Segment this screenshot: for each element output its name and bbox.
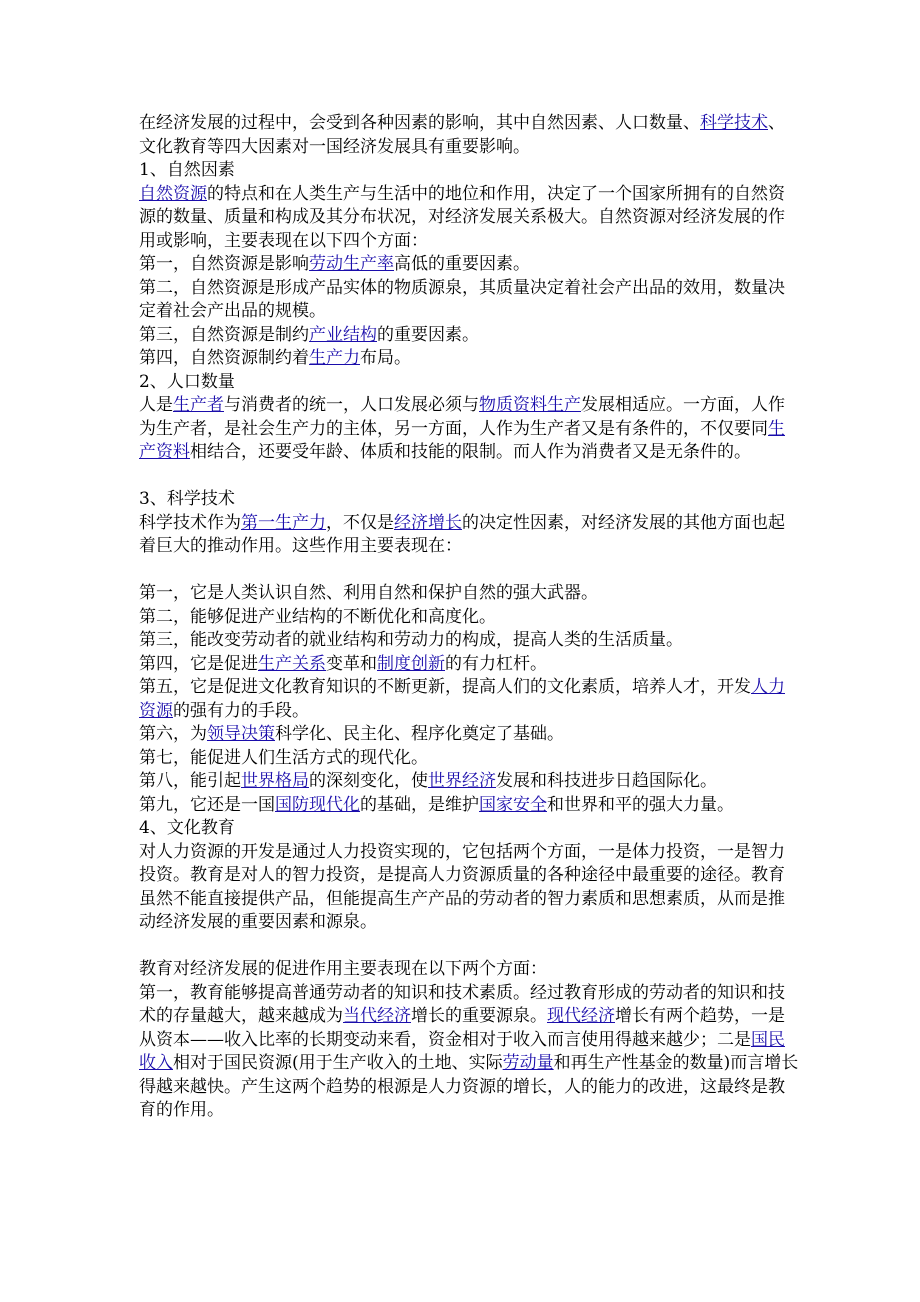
paragraph-text: 科学技术作为	[139, 512, 241, 533]
paragraph	[139, 606, 799, 630]
paragraph	[139, 723, 799, 747]
term-link[interactable]: 第一生产力	[241, 512, 326, 533]
paragraph	[139, 112, 799, 159]
paragraph-text: 3、科学技术	[139, 489, 235, 509]
article-body	[139, 112, 799, 1123]
paragraph-text: 的重要因素。	[377, 324, 479, 345]
paragraph-text: 第四，它是促进	[139, 653, 258, 674]
blank-line	[139, 465, 799, 489]
paragraph-text: 第四，自然资源制约着	[139, 348, 309, 368]
paragraph	[139, 253, 799, 277]
paragraph-text: 的深刻变化，使	[309, 771, 428, 791]
paragraph-text: 第七，能促进人们生活方式的现代化。	[139, 747, 428, 768]
paragraph	[139, 629, 799, 653]
term-link[interactable]: 劳动量	[502, 1053, 554, 1073]
paragraph-text: 第三，自然资源是制约	[139, 324, 309, 345]
paragraph	[139, 817, 799, 841]
paragraph	[139, 488, 799, 512]
term-link[interactable]: 经济增长	[394, 512, 462, 533]
paragraph-text: 的特点和在人类生产与生活中的地位和作用，决定了一个国家所拥有的自然资源的数量、质量和构成及其分布状况，对经济发展关系极大。自然资源对经济发展的作用或影响，主要表现在以下四个方面：	[139, 183, 785, 251]
paragraph-text: 人是	[139, 395, 173, 415]
term-link[interactable]: 物质资料生产	[479, 395, 581, 415]
paragraph-text: 、文化教育等四大因素对一国经济发展具有重要影响。	[139, 113, 785, 157]
paragraph	[139, 676, 799, 723]
paragraph-text: 增长的重要源泉。	[411, 1006, 547, 1026]
blank-line	[139, 935, 799, 959]
paragraph-text: 发展相适应。一方面，人作为生产者，是社会生产力的主体，另一方面，人作为生产者又是有条件的，不仅要同	[139, 395, 785, 439]
paragraph	[139, 183, 799, 254]
term-link[interactable]: 产业结构	[309, 324, 377, 345]
paragraph-text: ，不仅是	[326, 512, 394, 533]
paragraph-text: 1、自然因素	[139, 160, 235, 180]
paragraph-text: 第一，教育能够提高普通劳动者的知识和技术素质。经过教育形成的劳动者的知识和技术的存量越大，越来越成为	[139, 982, 785, 1026]
paragraph	[139, 512, 799, 559]
term-link[interactable]: 生产者	[173, 395, 224, 415]
paragraph-text: 相结合，还要受年龄、体质和技能的限制。而人作为消费者又是无条件的。	[190, 442, 751, 462]
paragraph-text: 第一，它是人类认识自然、利用自然和保护自然的强大武器。	[139, 583, 598, 603]
term-link[interactable]: 领导决策	[207, 724, 275, 744]
term-link[interactable]: 自然资源	[139, 183, 207, 204]
paragraph-text: 4、文化教育	[139, 818, 235, 838]
paragraph	[139, 582, 799, 606]
paragraph-text: 高低的重要因素。	[394, 254, 530, 274]
paragraph-text: 科学化、民主化、程序化奠定了基础。	[275, 724, 564, 744]
paragraph	[139, 653, 799, 677]
paragraph-text: 布局。	[360, 348, 411, 368]
paragraph-text: 和世界和平的强大力量。	[547, 794, 734, 815]
paragraph	[139, 324, 799, 348]
paragraph	[139, 841, 799, 935]
paragraph	[139, 159, 799, 183]
paragraph-text: 相对于国民资源(用于生产收入的土地、实际	[173, 1053, 503, 1073]
term-link[interactable]: 现代经济	[547, 1006, 615, 1026]
paragraph-text: 的强有力的手段。	[173, 700, 309, 721]
term-link[interactable]: 人力资源	[139, 677, 785, 721]
paragraph-text: 在经济发展的过程中，会受到各种因素的影响，其中自然因素、人口数量、	[139, 113, 700, 133]
paragraph-text: 第九，它还是一国	[139, 794, 275, 815]
paragraph-text: 的有力杠杆。	[445, 653, 547, 674]
term-link[interactable]: 科学技术	[700, 113, 768, 133]
term-link[interactable]: 生产力	[309, 348, 360, 368]
paragraph-text: 第六，为	[139, 724, 207, 744]
paragraph	[139, 347, 799, 371]
paragraph-text: 第二，能够促进产业结构的不断优化和高度化。	[139, 606, 496, 627]
paragraph-text: 的基础，是维护	[360, 794, 479, 815]
blank-line	[139, 559, 799, 583]
paragraph	[139, 794, 799, 818]
paragraph	[139, 371, 799, 395]
term-link[interactable]: 生产资料	[139, 418, 785, 462]
term-link[interactable]: 制度创新	[377, 653, 445, 674]
term-link[interactable]: 劳动生产率	[309, 254, 394, 274]
paragraph	[139, 770, 799, 794]
paragraph	[139, 747, 799, 771]
paragraph-text: 变革和	[326, 653, 377, 674]
term-link[interactable]: 世界经济	[428, 771, 496, 791]
paragraph	[139, 958, 799, 982]
paragraph-text: 的决定性因素，对经济发展的其他方面也起着巨大的推动作用。这些作用主要表现在：	[139, 512, 785, 556]
paragraph-text: 教育对经济发展的促进作用主要表现在以下两个方面：	[139, 959, 547, 979]
paragraph-text: 与消费者的统一，人口发展必须与	[224, 395, 479, 415]
paragraph-text: 2、人口数量	[139, 371, 235, 392]
paragraph	[139, 982, 799, 1123]
paragraph-text: 第二，自然资源是形成产品实体的物质源泉，其质量决定着社会产出品的效用，数量决定着社会产出品的规模。	[139, 277, 785, 321]
paragraph	[139, 277, 799, 324]
paragraph-text: 第八，能引起	[139, 771, 241, 791]
paragraph-text: 增长有两个趋势，一是从资本——收入比率的长期变动来看，资金相对于收入而言使用得越来越少；二是	[139, 1006, 785, 1050]
term-link[interactable]: 国民收入	[139, 1029, 785, 1073]
paragraph-text: 发展和科技进步日趋国际化。	[496, 771, 717, 791]
paragraph-text: 第一，自然资源是影响	[139, 254, 309, 274]
paragraph	[139, 394, 799, 465]
paragraph-text: 第五，它是促进文化教育知识的不断更新，提高人们的文化素质，培养人才，开发	[139, 677, 751, 697]
term-link[interactable]: 国家安全	[479, 794, 547, 815]
term-link[interactable]: 生产关系	[258, 653, 326, 674]
term-link[interactable]: 世界格局	[241, 771, 309, 791]
paragraph-text: 对人力资源的开发是通过人力投资实现的，它包括两个方面，一是体力投资，一是智力投资。教育是对人的智力投资，是提高人力资源质量的各种途径中最重要的途径。教育虽然不能直接提供产品，但能提高生产产品的劳动者的智力素质和思想素质，从而是推动经济发展的重要因素和源泉。	[139, 841, 785, 932]
term-link[interactable]: 当代经济	[343, 1006, 411, 1026]
term-link[interactable]: 国防现代化	[275, 794, 360, 815]
paragraph-text: 第三，能改变劳动者的就业结构和劳动力的构成，提高人类的生活质量。	[139, 630, 683, 650]
paragraph-text: 和再生产性基金的数量)而言增长得越来越快。产生这两个趋势的根源是人力资源的增长，人的能力的改进，这最终是教育的作用。	[139, 1053, 799, 1120]
